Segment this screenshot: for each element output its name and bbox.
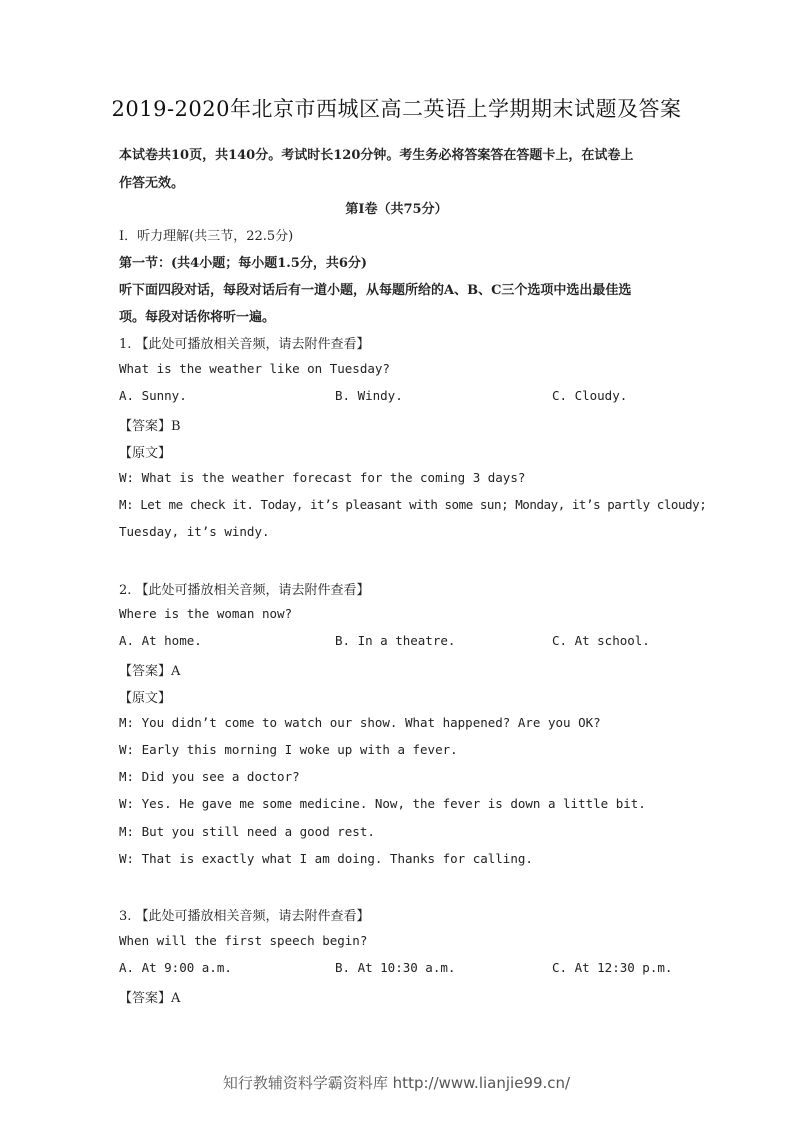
q2-option-b: B. In a theatre. xyxy=(335,633,456,648)
q3-answer: 【答案】A xyxy=(119,991,181,1006)
q2-transcript-line: W: Early this morning I woke up with a fever. xyxy=(119,742,458,757)
q3-question: When will the first speech begin? xyxy=(119,933,368,948)
intro-line-1: 本试卷共10页，共140分。考试时长120分钟。考生务必将答案答在答题卡上，在试卷上 xyxy=(119,148,634,163)
q1-transcript-line: M: Let me check it. Today, it’s pleasant with some sun; Monday, it’s partly cloudy; xyxy=(119,497,707,512)
intro-line-2: 作答无效。 xyxy=(119,176,185,191)
q2-question: Where is the woman now? xyxy=(119,606,293,621)
q1-option-c: C. Cloudy. xyxy=(552,388,628,403)
q1-option-a: A. Sunny. xyxy=(119,388,187,403)
q1-transcript-line: W: What is the weather forecast for the coming 3 days? xyxy=(119,470,526,485)
q2-transcript-label: 【原文】 xyxy=(119,691,172,706)
q1-answer: 【答案】B xyxy=(119,419,181,434)
q2-transcript-line: M: Did you see a doctor? xyxy=(119,769,300,784)
q2-transcript-line: W: That is exactly what I am doing. Thanks for calling. xyxy=(119,851,533,866)
instructions-line-2: 项。每段对话你将听一遍。 xyxy=(119,310,276,325)
page-footer: 知行教辅资料学霸资料库 http://www.lianjie99.cn/ xyxy=(222,1074,571,1092)
section-heading: I．听力理解(共三节，22.5分) xyxy=(119,229,294,244)
q2-option-c: C. At school. xyxy=(552,633,650,648)
q2-option-a: A. At home. xyxy=(119,633,202,648)
q3-option-a: A. At 9:00 a.m. xyxy=(119,960,232,975)
q1-question: What is the weather like on Tuesday? xyxy=(119,361,390,376)
q2-transcript-line: M: You didn’t come to watch our show. What happened? Are you OK? xyxy=(119,715,601,730)
document-title: 2019-2020年北京市西城区高二英语上学期期末试题及答案 xyxy=(111,97,682,121)
q1-header: 1. 【此处可播放相关音频，请去附件查看】 xyxy=(119,337,370,352)
q1-option-b: B. Windy. xyxy=(335,388,403,403)
q2-transcript-line: M: But you still need a good rest. xyxy=(119,824,375,839)
q2-header: 2. 【此处可播放相关音频，请去附件查看】 xyxy=(119,583,370,598)
q2-transcript-line: W: Yes. He gave me some medicine. Now, the fever is down a little bit. xyxy=(119,796,646,811)
q2-answer: 【答案】A xyxy=(119,664,181,679)
q3-header: 3. 【此处可播放相关音频，请去附件查看】 xyxy=(119,909,370,924)
subsection-heading: 第一节：(共4小题；每小题1.5分，共6分) xyxy=(119,256,368,271)
q1-transcript-line: Tuesday, it’s windy. xyxy=(119,524,270,539)
q3-option-c: C. At 12:30 p.m. xyxy=(552,960,673,975)
q3-option-b: B. At 10:30 a.m. xyxy=(335,960,456,975)
part-heading: 第Ⅰ卷（共75分） xyxy=(345,202,448,217)
q1-transcript-label: 【原文】 xyxy=(119,446,172,461)
instructions-line-1: 听下面四段对话，每段对话后有一道小题，从每题所给的A、B、C三个选项中选出最佳选 xyxy=(119,283,632,298)
